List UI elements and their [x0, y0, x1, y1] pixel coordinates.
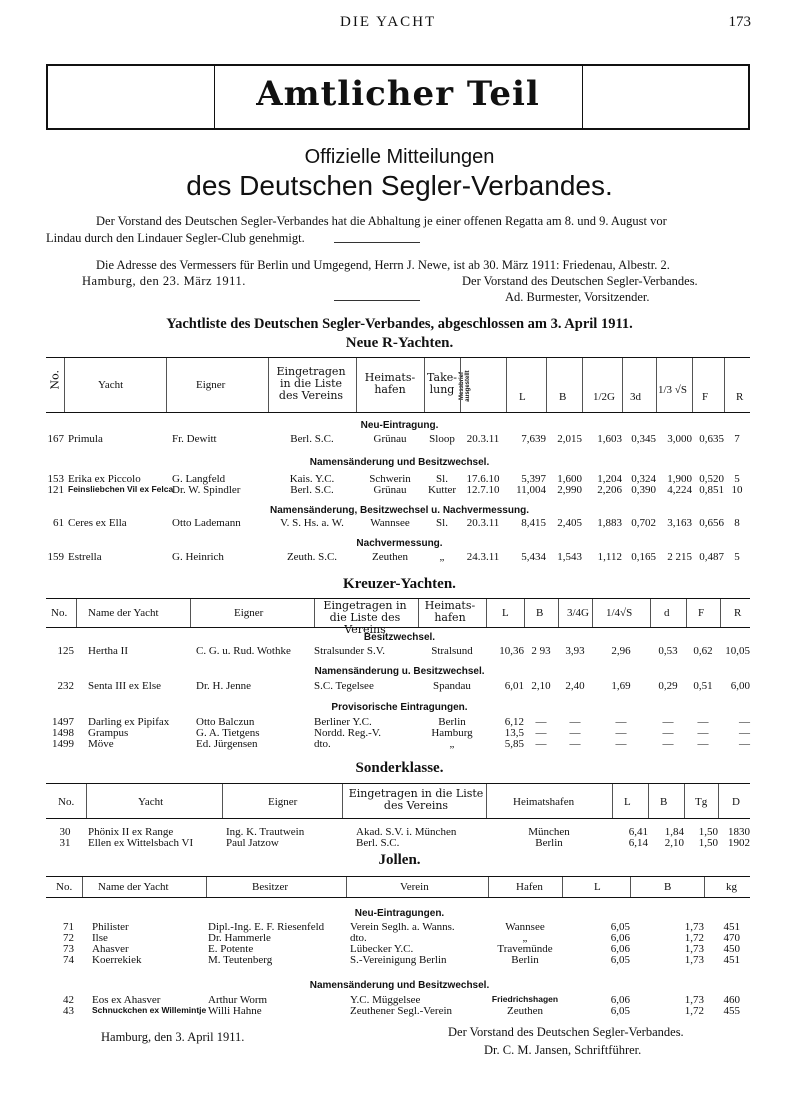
- table-cell: 72: [63, 932, 74, 944]
- table-cell: M. Teutenberg: [208, 954, 273, 966]
- table-cell: Sl.: [436, 517, 448, 529]
- table-cell: „: [449, 738, 455, 750]
- table-cell: 6,06: [610, 932, 630, 944]
- table-cell: Arthur Worm: [208, 994, 268, 1006]
- table-cell: München: [528, 826, 570, 838]
- table-cell: Estrella: [68, 551, 102, 563]
- table-cell: —: [535, 716, 547, 728]
- table-cell: G. Heinrich: [172, 551, 224, 563]
- r-section-remeasure: Namensänderung, Besitzwechsel u. Nachvermessung.: [270, 505, 529, 516]
- table-cell: —: [739, 727, 750, 739]
- col-tg: Tg: [695, 796, 708, 808]
- table-cell: 6,01: [504, 680, 524, 692]
- table-cell: Stralsunder S.V.: [314, 645, 385, 657]
- col-verein: Verein: [400, 881, 429, 893]
- table-cell: 1,600: [557, 473, 582, 485]
- table-cell: Otto Lademann: [172, 517, 241, 529]
- table-cell: dto.: [314, 738, 331, 750]
- col-s: 1/4√S: [606, 607, 633, 619]
- table-cell: Travemünde: [497, 943, 553, 955]
- table-cell: Y.C. Müggelsee: [350, 994, 421, 1006]
- table-cell: V. S. Hs. a. W.: [280, 517, 344, 529]
- table-cell: Berl. S.C.: [290, 433, 334, 445]
- table-cell: 0,62: [693, 645, 713, 657]
- table-cell: „: [439, 551, 445, 563]
- table-cell: 1,72: [684, 932, 704, 944]
- table-cell: Darling ex Pipifax: [88, 716, 170, 728]
- table-cell: 2,405: [557, 517, 582, 529]
- table-cell: Schnuckchen ex Willemintje: [92, 1005, 207, 1015]
- col-b: B: [664, 881, 672, 893]
- table-cell: Grünau: [373, 433, 407, 445]
- table-cell: Stralsund: [431, 645, 473, 657]
- table-row: [46, 645, 750, 657]
- table-cell: 6,05: [610, 954, 630, 966]
- table-cell: Zeuthen: [506, 1005, 544, 1017]
- table-cell: 0,345: [631, 433, 656, 445]
- table-cell: Hamburg: [431, 727, 473, 739]
- table-cell: 451: [723, 954, 740, 966]
- table-cell: Dipl.-Ing. E. F. Riesenfeld: [208, 921, 325, 933]
- table-cell: Friedrichshagen: [491, 994, 559, 1004]
- col-eigner: Eigner: [234, 607, 264, 619]
- table-cell: 43: [63, 1005, 74, 1017]
- table-cell: Sloop: [429, 433, 455, 445]
- table-cell: 0,53: [658, 645, 678, 657]
- table-cell: 153: [47, 473, 64, 485]
- table-cell: Spandau: [433, 680, 471, 692]
- table-cell: 3,000: [667, 433, 692, 445]
- col-yacht: Yacht: [98, 379, 124, 391]
- table-cell: 1,900: [667, 473, 692, 485]
- table-cell: 3,93: [565, 645, 585, 657]
- table-cell: Wannsee: [505, 921, 545, 933]
- table-cell: 31: [59, 837, 71, 849]
- table-cell: 159: [47, 551, 64, 563]
- col-3d: 3d: [630, 391, 641, 403]
- col-hafen: Heimats-hafen: [364, 371, 416, 396]
- col-no: No.: [56, 881, 73, 893]
- table-cell: 11,004: [516, 484, 546, 496]
- table-cell: C. G. u. Rud. Wothke: [196, 645, 291, 657]
- table-cell: —: [697, 738, 709, 750]
- col-b: B: [559, 391, 567, 403]
- r-section-remeasure-only: Nachvermessung.: [356, 538, 443, 549]
- table-cell: Berl. S.C.: [290, 484, 334, 496]
- table-cell: Nordd. Reg.-V.: [314, 727, 382, 739]
- col-no: No.: [58, 796, 75, 808]
- divider: [334, 242, 420, 243]
- col-no: No.: [48, 369, 62, 390]
- col-name: Name der Yacht: [98, 881, 169, 893]
- table-cell: Eos ex Ahasver: [92, 994, 161, 1006]
- table-cell: 8: [734, 517, 740, 529]
- col-b: B: [536, 607, 544, 619]
- table-cell: Grünau: [373, 484, 407, 496]
- table-cell: Berlin: [438, 716, 466, 728]
- table-cell: 1,883: [597, 517, 622, 529]
- table-cell: 8,415: [521, 517, 546, 529]
- table-cell: 1,73: [684, 943, 704, 955]
- table-cell: Willi Hahne: [208, 1005, 262, 1017]
- table-cell: 7,639: [521, 433, 546, 445]
- table-cell: 167: [47, 433, 64, 445]
- k-section-provisional: Provisorische Eintragungen.: [331, 702, 468, 713]
- col-l: L: [594, 881, 601, 893]
- col-liste: Eingetragen in die Liste des Vereins: [348, 787, 484, 812]
- table-cell: —: [535, 738, 547, 750]
- col-l: L: [502, 607, 509, 619]
- table-cell: Erika ex Piccolo: [68, 473, 141, 485]
- table-cell: Kutter: [427, 484, 457, 496]
- col-d: D: [732, 796, 740, 808]
- place-date-1: Hamburg, den 23. März 1911.: [82, 274, 246, 288]
- table-cell: 6,00: [730, 680, 750, 692]
- col-besitzer: Besitzer: [252, 881, 289, 893]
- table-cell: Ed. Jürgensen: [196, 738, 258, 750]
- table-cell: 0,390: [631, 484, 656, 496]
- table-cell: 1,69: [611, 680, 631, 692]
- table-cell: 42: [63, 994, 74, 1006]
- col-f: F: [702, 391, 709, 403]
- table-cell: —: [569, 716, 581, 728]
- table-cell: 2 93: [531, 645, 551, 657]
- signature-1a: Der Vorstand des Deutschen Segler-Verbandes.: [462, 274, 698, 288]
- table-cell: 455: [723, 1005, 740, 1017]
- j-section-rename: Namensänderung und Besitzwechsel.: [309, 980, 490, 991]
- col-eigner: Eigner: [268, 796, 298, 808]
- table-cell: 1,72: [684, 1005, 704, 1017]
- table-cell: 20.3.11: [466, 517, 500, 529]
- table-cell: Dr. H. Jenne: [196, 680, 251, 692]
- table-cell: Berlin: [511, 954, 539, 966]
- col-b: B: [660, 796, 668, 808]
- table-cell: 71: [63, 921, 74, 933]
- table-cell: Senta III ex Else: [88, 680, 161, 692]
- table-cell: 5: [734, 473, 740, 485]
- table-cell: —: [615, 738, 627, 750]
- table-cell: Philister: [92, 921, 129, 933]
- table-cell: —: [697, 716, 709, 728]
- paragraph-regatta-1: Der Vorstand des Deutschen Segler-Verbandes hat die Abhaltung je einer offenen Regatta am 8. und 9. August vor: [96, 214, 667, 228]
- table-cell: Fr. Dewitt: [172, 433, 217, 445]
- table-cell: 6,12: [504, 716, 524, 728]
- table-row: [46, 484, 750, 496]
- table-cell: 470: [723, 932, 740, 944]
- table-cell: Sl.: [436, 473, 448, 485]
- table-cell: 1,50: [698, 826, 718, 838]
- table-row: [46, 680, 750, 692]
- table-cell: —: [615, 716, 627, 728]
- table-cell: 17.6.10: [466, 473, 500, 485]
- table-cell: Hertha II: [88, 645, 129, 657]
- col-s: 1/3 √S: [658, 384, 687, 396]
- table-cell: 0,487: [699, 551, 724, 563]
- table-cell: G. A. Tietgens: [196, 727, 260, 739]
- table-cell: 2,40: [565, 680, 585, 692]
- table-cell: Ellen ex Wittelsbach VI: [88, 837, 194, 849]
- col-g: 1/2G: [593, 391, 615, 403]
- table-cell: 451: [723, 921, 740, 933]
- table-cell: 4,224: [667, 484, 692, 496]
- signature-2b: Dr. C. M. Jansen, Schriftführer.: [484, 1043, 642, 1057]
- table-cell: Wannsee: [370, 517, 410, 529]
- table-cell: 5,434: [521, 551, 546, 563]
- k-section-owner: Besitzwechsel.: [363, 632, 436, 643]
- table-cell: 12.7.10: [466, 484, 500, 496]
- table-cell: Zeuth. S.C.: [286, 551, 338, 563]
- table-cell: 5: [734, 551, 740, 563]
- col-messbrief: Messbrief ausgestellt: [459, 370, 471, 402]
- table-cell: dto.: [350, 932, 367, 944]
- table-cell: Berliner Y.C.: [314, 716, 372, 728]
- table-cell: Zeuthen: [371, 551, 409, 563]
- table-cell: Möve: [88, 738, 114, 750]
- table-cell: Akad. S.V. i. München: [356, 826, 457, 838]
- col-name: Name der Yacht: [88, 607, 159, 619]
- table-cell: 2,10: [531, 680, 551, 692]
- col-no: No.: [51, 607, 68, 619]
- table-cell: Paul Jatzow: [226, 837, 279, 849]
- table-cell: 30: [59, 826, 71, 838]
- table-cell: 0,702: [631, 517, 656, 529]
- table-row: [46, 738, 750, 750]
- col-l: L: [624, 796, 631, 808]
- table-cell: —: [662, 716, 674, 728]
- divider: [334, 300, 420, 301]
- col-hafen: Hafen: [516, 881, 543, 893]
- table-cell: Ahasver: [92, 943, 129, 955]
- table-cell: 121: [47, 484, 64, 496]
- table-row: [46, 1005, 750, 1017]
- table-cell: Dr. W. Spindler: [172, 484, 241, 496]
- col-l: L: [519, 391, 526, 403]
- table-cell: 24.3.11: [466, 551, 500, 563]
- table-cell: 73: [63, 943, 74, 955]
- table-cell: 0,851: [699, 484, 724, 496]
- table-cell: Verein Seglh. a. Wanns.: [350, 921, 455, 933]
- table-cell: 1,543: [557, 551, 582, 563]
- section-kreuzer: Kreuzer-Yachten.: [343, 576, 456, 592]
- paragraph-address: Die Adresse des Vermessers für Berlin und Umgegend, Herrn J. Newe, ist ab 30. März 1911: Friedenau, Albestr. 2.: [96, 258, 670, 272]
- table-cell: Primula: [68, 433, 103, 445]
- table-cell: 125: [57, 645, 74, 657]
- table-cell: 20.3.11: [466, 433, 500, 445]
- table-cell: 1,73: [684, 954, 704, 966]
- table-cell: 1,603: [597, 433, 622, 445]
- table-cell: —: [662, 727, 674, 739]
- table-cell: 0,520: [699, 473, 724, 485]
- table-cell: —: [662, 738, 674, 750]
- table-cell: 5,85: [504, 738, 524, 750]
- col-hafen: Heimatshafen: [513, 796, 575, 808]
- section-sonderklasse: Sonderklasse.: [355, 760, 444, 776]
- table-cell: Kais. Y.C.: [289, 473, 335, 485]
- signature-1b: Ad. Burmester, Vorsitzender.: [505, 290, 650, 304]
- table-cell: 13,5: [504, 727, 524, 739]
- table-cell: S.C. Tegelsee: [314, 680, 374, 692]
- table-cell: 6,05: [610, 921, 630, 933]
- table-cell: G. Langfeld: [172, 473, 226, 485]
- table-cell: 1830: [728, 826, 750, 838]
- table-cell: 1,50: [698, 837, 718, 849]
- table-cell: 74: [63, 954, 74, 966]
- table-cell: 6,14: [628, 837, 648, 849]
- table-cell: 0,656: [699, 517, 724, 529]
- table-cell: Grampus: [88, 727, 129, 739]
- table-cell: 232: [57, 680, 74, 692]
- r-table-header: [46, 357, 750, 413]
- col-yacht: Yacht: [138, 796, 164, 808]
- table-cell: 10,05: [725, 645, 750, 657]
- table-cell: Ing. K. Trautwein: [226, 826, 305, 838]
- r-section-rename: Namensänderung und Besitzwechsel.: [309, 457, 490, 468]
- table-cell: Koerrekiek: [92, 954, 142, 966]
- table-cell: 2,015: [557, 433, 582, 445]
- table-cell: 10,36: [499, 645, 524, 657]
- table-cell: 1,73: [684, 921, 704, 933]
- box-title: Amtlicher Teil: [256, 74, 540, 114]
- table-cell: —: [535, 727, 547, 739]
- table-cell: 1,112: [597, 551, 622, 563]
- table-cell: 1498: [52, 727, 74, 739]
- place-date-2: Hamburg, den 3. April 1911.: [101, 1030, 245, 1044]
- table-cell: Phönix II ex Range: [88, 826, 174, 838]
- table-cell: Feinsliebchen Vil ex Felca: [68, 484, 174, 494]
- table-row: [46, 837, 750, 849]
- table-cell: 61: [53, 517, 64, 529]
- table-cell: Lübecker Y.C.: [350, 943, 414, 955]
- table-cell: 6,41: [628, 826, 648, 838]
- table-cell: 1497: [52, 716, 74, 728]
- table-cell: —: [569, 738, 581, 750]
- table-cell: 7: [734, 433, 740, 445]
- table-cell: 6,06: [610, 994, 630, 1006]
- table-cell: 10: [731, 484, 743, 496]
- col-eigner: Eigner: [196, 379, 226, 391]
- running-title: DIE YACHT: [340, 14, 437, 30]
- table-cell: 1,84: [664, 826, 684, 838]
- table-row: [46, 551, 750, 563]
- table-cell: 2 215: [667, 551, 692, 563]
- table-cell: —: [697, 727, 709, 739]
- table-cell: 1902: [728, 837, 750, 849]
- table-cell: —: [739, 738, 750, 750]
- table-row: [46, 517, 750, 529]
- table-cell: 0,51: [693, 680, 713, 692]
- r-section-new: Neu-Eintragung.: [360, 420, 439, 431]
- j-section-new: Neu-Eintragungen.: [354, 908, 445, 919]
- table-cell: 0,165: [631, 551, 656, 563]
- page-number: 173: [728, 14, 751, 30]
- signature-2a: Der Vorstand des Deutschen Segler-Verbandes.: [448, 1025, 684, 1039]
- table-row: [46, 954, 750, 966]
- table-cell: 1,73: [684, 994, 704, 1006]
- table-cell: 450: [723, 943, 740, 955]
- table-cell: Berlin: [535, 837, 563, 849]
- col-hafen: Heimats-hafen: [424, 599, 476, 624]
- heading-official: Offizielle Mitteilungen: [304, 146, 495, 168]
- table-cell: Zeuthener Segl.-Verein: [350, 1005, 453, 1017]
- col-g: 3/4G: [567, 607, 589, 619]
- table-cell: —: [615, 727, 627, 739]
- title-box: [46, 64, 750, 130]
- paragraph-regatta-2: Lindau durch den Lindauer Segler-Club genehmigt.: [46, 231, 305, 245]
- table-cell: S.-Vereinigung Berlin: [350, 954, 447, 966]
- k-section-rename: Namensänderung u. Besitzwechsel.: [314, 666, 485, 677]
- table-cell: Ilse: [92, 932, 108, 944]
- table-cell: 6,05: [610, 1005, 630, 1017]
- table-cell: 2,206: [597, 484, 622, 496]
- table-cell: 3,163: [667, 517, 692, 529]
- table-cell: „: [522, 932, 528, 944]
- table-cell: Dr. Hammerle: [208, 932, 271, 944]
- table-cell: Berl. S.C.: [356, 837, 400, 849]
- table-cell: 2,10: [664, 837, 684, 849]
- section-jollen: Jollen.: [378, 852, 421, 868]
- table-cell: E. Potente: [208, 943, 254, 955]
- col-f: F: [698, 607, 705, 619]
- s-table-header: [46, 783, 750, 819]
- col-r: R: [736, 391, 744, 403]
- table-cell: 460: [723, 994, 740, 1006]
- section-r-yachten: Neue R-Yachten.: [345, 335, 454, 351]
- table-cell: 2,96: [611, 645, 631, 657]
- col-r: R: [734, 607, 742, 619]
- col-liste: Eingetragen in die Liste des Vereins: [323, 599, 407, 636]
- col-liste: Eingetragen in die Liste des Vereins: [276, 365, 346, 402]
- col-kg: kg: [726, 881, 737, 893]
- table-cell: —: [739, 716, 750, 728]
- table-cell: Otto Balczun: [196, 716, 255, 728]
- table-cell: —: [569, 727, 581, 739]
- table-cell: 0,324: [631, 473, 656, 485]
- table-row: [46, 433, 750, 445]
- table-cell: 1,204: [597, 473, 622, 485]
- col-takelung: Take-lung: [427, 371, 457, 396]
- list-title: Yachtliste des Deutschen Segler-Verbandes, abgeschlossen am 3. April 1911.: [166, 316, 633, 332]
- j-table-header: [46, 876, 750, 898]
- k-table-header: [46, 598, 750, 636]
- table-cell: 5,397: [521, 473, 546, 485]
- table-cell: 0,635: [699, 433, 724, 445]
- table-cell: 1499: [52, 738, 74, 750]
- table-cell: 0,29: [658, 680, 678, 692]
- table-cell: 2,990: [557, 484, 582, 496]
- col-d: d: [664, 607, 670, 619]
- table-cell: Ceres ex Ella: [68, 517, 127, 529]
- table-cell: 6,06: [610, 943, 630, 955]
- table-cell: Schwerin: [369, 473, 411, 485]
- heading-association: des Deutschen Segler-Verbandes.: [186, 170, 613, 201]
